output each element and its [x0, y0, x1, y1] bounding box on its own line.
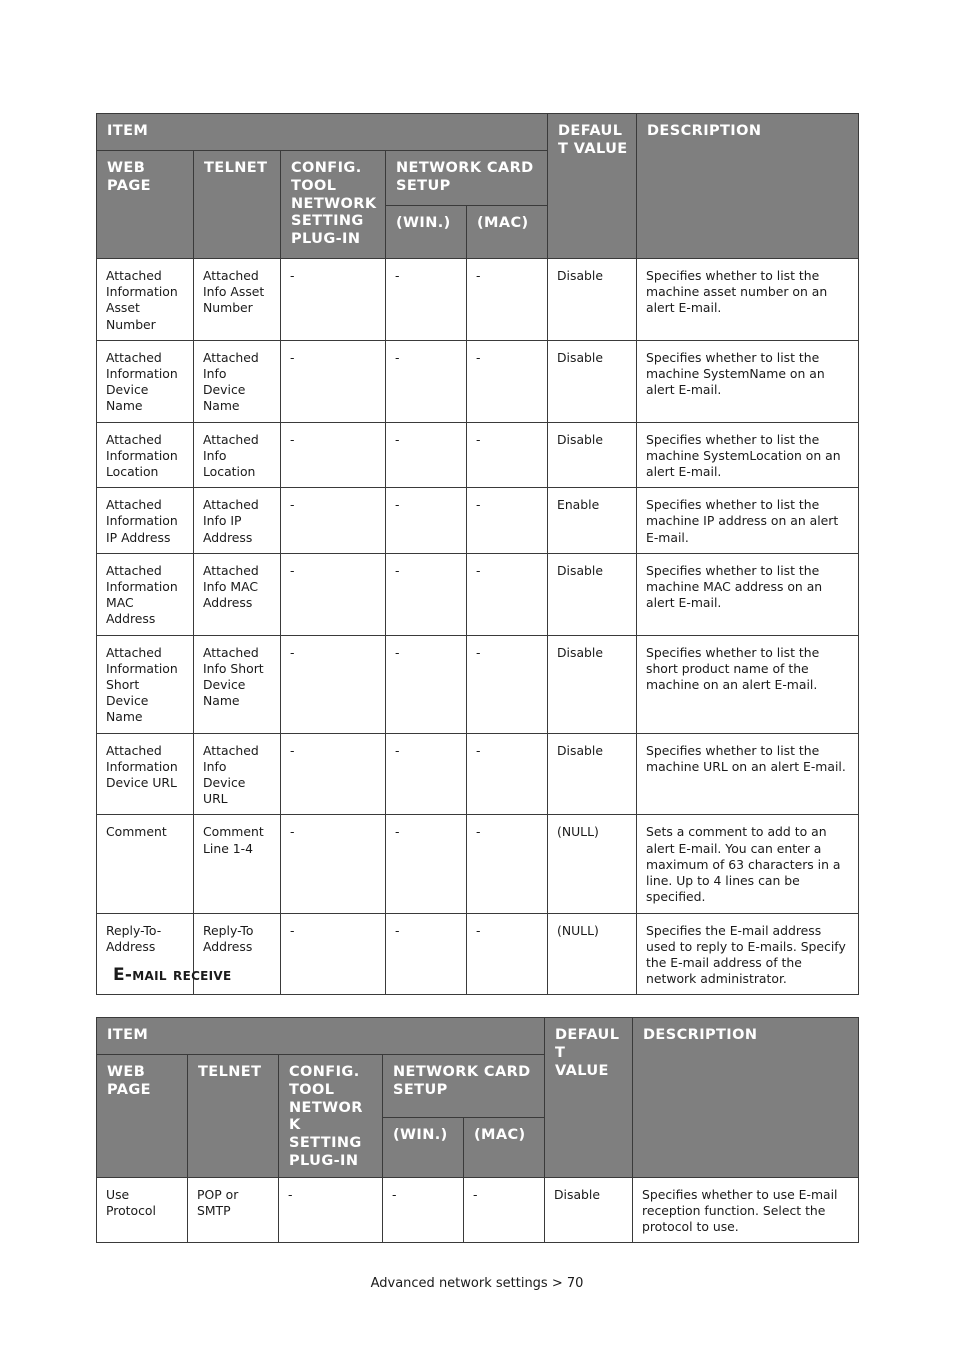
- table-row: [97, 815, 859, 913]
- email-alert-settings-table: [96, 113, 859, 995]
- cell-win: -: [386, 422, 467, 488]
- cell-telnet: Attached Info IP Address: [194, 488, 281, 554]
- header-mac: (MAC): [467, 206, 548, 259]
- header-network-card-setup: NETWORK CARD SETUP: [383, 1055, 545, 1118]
- header-web-page: WEB PAGE: [97, 1055, 188, 1178]
- cell-default-value: Disable: [545, 1177, 633, 1243]
- cell-web-page: Attached Information Asset Number: [97, 259, 194, 341]
- cell-win: -: [386, 259, 467, 341]
- cell-win: -: [386, 488, 467, 554]
- header-telnet: TELNET: [194, 151, 281, 259]
- cell-default-value: Disable: [548, 340, 637, 422]
- cell-win: -: [386, 913, 467, 995]
- cell-web-page: Attached Information Device URL: [97, 733, 194, 815]
- email-receive-settings-table: [96, 1017, 859, 1243]
- cell-config-tool: -: [281, 815, 386, 913]
- cell-web-page: Attached Information IP Address: [97, 488, 194, 554]
- cell-description: Specifies whether to list the short product name of the machine on an alert E-mail.: [637, 635, 859, 733]
- cell-config-tool: -: [281, 635, 386, 733]
- cell-mac: -: [467, 635, 548, 733]
- page-footer: Advanced network settings > 70: [370, 1276, 584, 1291]
- section-heading-email-receive: E-mail receive: [113, 965, 232, 985]
- cell-mac: -: [467, 913, 548, 995]
- cell-description: Specifies whether to list the machine SystemName on an alert E-mail.: [637, 340, 859, 422]
- cell-telnet: Attached Info MAC Address: [194, 553, 281, 635]
- cell-mac: -: [467, 553, 548, 635]
- cell-config-tool: -: [281, 422, 386, 488]
- cell-config-tool: -: [281, 733, 386, 815]
- cell-win: -: [386, 733, 467, 815]
- cell-mac: -: [467, 733, 548, 815]
- cell-win: -: [386, 815, 467, 913]
- cell-web-page: Attached Information Device Name: [97, 340, 194, 422]
- cell-config-tool: -: [281, 488, 386, 554]
- cell-mac: -: [467, 259, 548, 341]
- cell-description: Specifies the E-mail address used to reply to E-mails. Specify the E-mail address of the network administrator.: [637, 913, 859, 995]
- header-default-value: DEFAUL T VALUE: [545, 1018, 633, 1178]
- header-item: ITEM: [97, 1018, 545, 1055]
- cell-web-page: Reply-To-Address: [97, 913, 194, 995]
- cell-telnet: Attached Info Asset Number: [194, 259, 281, 341]
- cell-web-page: Use Protocol: [97, 1177, 188, 1243]
- header-telnet: TELNET: [188, 1055, 279, 1178]
- cell-default-value: (NULL): [548, 913, 637, 995]
- cell-default-value: Disable: [548, 259, 637, 341]
- table-row: [97, 1177, 859, 1243]
- cell-telnet: Attached Info Location: [194, 422, 281, 488]
- cell-description: Specifies whether to use E-mail reception function. Select the protocol to use.: [633, 1177, 859, 1243]
- table-row: [97, 340, 859, 422]
- header-network-card-setup: NETWORK CARD SETUP: [386, 151, 548, 206]
- cell-win: -: [386, 635, 467, 733]
- cell-telnet: Attached Info Device Name: [194, 340, 281, 422]
- cell-config-tool: -: [279, 1177, 383, 1243]
- cell-win: -: [383, 1177, 464, 1243]
- cell-web-page: Comment: [97, 815, 194, 913]
- cell-default-value: Enable: [548, 488, 637, 554]
- header-win: (WIN.): [383, 1118, 464, 1178]
- cell-description: Specifies whether to list the machine IP address on an alert E-mail.: [637, 488, 859, 554]
- cell-win: -: [386, 340, 467, 422]
- cell-win: -: [386, 553, 467, 635]
- header-config-tool: CONFIG. TOOL NETWORK SETTING PLUG-IN: [279, 1055, 383, 1178]
- header-web-page: WEB PAGE: [97, 151, 194, 259]
- cell-config-tool: -: [281, 553, 386, 635]
- cell-mac: -: [467, 488, 548, 554]
- cell-telnet: Attached Info Short Device Name: [194, 635, 281, 733]
- cell-description: Specifies whether to list the machine asset number on an alert E-mail.: [637, 259, 859, 341]
- cell-web-page: Attached Information Location: [97, 422, 194, 488]
- cell-default-value: Disable: [548, 733, 637, 815]
- cell-telnet: Comment Line 1-4: [194, 815, 281, 913]
- cell-telnet: Attached Info Device URL: [194, 733, 281, 815]
- cell-description: Specifies whether to list the machine SystemLocation on an alert E-mail.: [637, 422, 859, 488]
- table-row: [97, 635, 859, 733]
- cell-telnet: POP or SMTP: [188, 1177, 279, 1243]
- header-win: (WIN.): [386, 206, 467, 259]
- cell-default-value: Disable: [548, 422, 637, 488]
- table-row: [97, 488, 859, 554]
- cell-mac: -: [464, 1177, 545, 1243]
- cell-config-tool: -: [281, 340, 386, 422]
- cell-config-tool: -: [281, 913, 386, 995]
- cell-description: Sets a comment to add to an alert E-mail. You can enter a maximum of 63 characters in a line. Up to 4 lines can be specified.: [637, 815, 859, 913]
- cell-mac: -: [467, 340, 548, 422]
- cell-description: Specifies whether to list the machine MAC address on an alert E-mail.: [637, 553, 859, 635]
- cell-description: Specifies whether to list the machine URL on an alert E-mail.: [637, 733, 859, 815]
- header-description: DESCRIPTION: [633, 1018, 859, 1178]
- table-row: [97, 733, 859, 815]
- cell-mac: -: [467, 815, 548, 913]
- cell-web-page: Attached Information Short Device Name: [97, 635, 194, 733]
- header-config-tool: CONFIG. TOOL NETWORK SETTING PLUG-IN: [281, 151, 386, 259]
- cell-default-value: (NULL): [548, 815, 637, 913]
- header-mac: (MAC): [464, 1118, 545, 1178]
- cell-mac: -: [467, 422, 548, 488]
- header-item: ITEM: [97, 114, 548, 151]
- cell-config-tool: -: [281, 259, 386, 341]
- cell-default-value: Disable: [548, 553, 637, 635]
- table-row: [97, 259, 859, 341]
- header-default-value: DEFAUL T VALUE: [548, 114, 637, 259]
- table-row: [97, 553, 859, 635]
- cell-telnet: Reply-To Address: [194, 913, 281, 995]
- table-row: [97, 422, 859, 488]
- cell-web-page: Attached Information MAC Address: [97, 553, 194, 635]
- header-description: DESCRIPTION: [637, 114, 859, 259]
- cell-default-value: Disable: [548, 635, 637, 733]
